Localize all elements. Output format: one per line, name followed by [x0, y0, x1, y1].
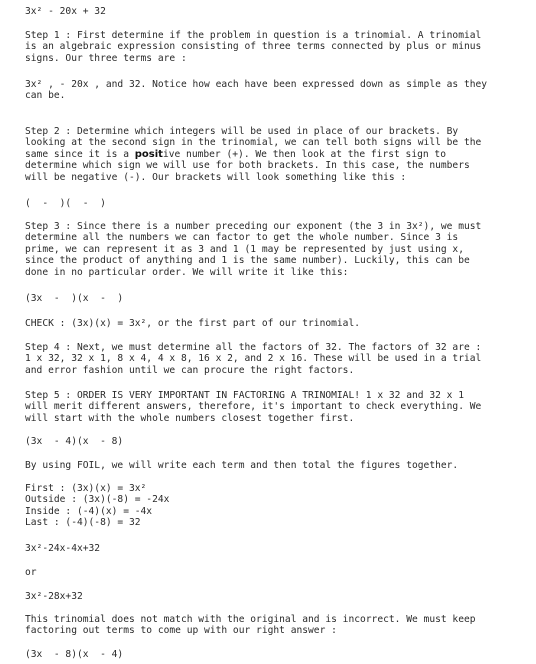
foil-steps: First : (3x)(x) = 3x² Outside : (3x)(-8) = -24x Inside : (-4)(x) = -4x Last : (-4)(-8) = 32: [25, 483, 170, 529]
simplified-expression: 3x²-28x+32: [25, 591, 83, 602]
second-trial-factors: (3x - 8)(x - 4): [25, 649, 124, 660]
step-2-text-b: ive number (+). We then look at the first sign to determine which sign we will use for both brackets. In this case, the numbers will be negative (-). Our brackets will look something like this :: [25, 148, 470, 183]
step-2-paragraph: [25, 126, 533, 183]
step-5-paragraph: Step 5 : ORDER IS VERY IMPORTANT IN FACTORING A TRINOMIAL! 1 x 32 and 32 x 1 will merit different answers, therefore, it's important to check everything. We will start with the whole numbers closest together first.: [25, 390, 482, 424]
trinomial-title: 3x² - 20x + 32: [25, 6, 106, 17]
step-1-paragraph: Step 1 : First determine if the problem in question is a trinomial. A trinomial is an algebraic expression consisting of three terms connected by plus or minus signs. Our three terms are :: [25, 30, 482, 64]
step-4-paragraph: Step 4 : Next, we must determine all the factors of 32. The factors of 32 are : 1 x 32, 32 x 1, 8 x 4, 4 x 8, 16 x 2, and 2 x 16. These will be used in a trial and error fashion until we can procure the right factors.: [25, 342, 482, 376]
first-trial-factors: (3x - 4)(x - 8): [25, 436, 124, 447]
terms-paragraph: 3x² , - 20x , and 32. Notice how each have been expressed down as simple as they can be.: [25, 79, 488, 102]
brackets-template: ( - )( - ): [25, 198, 106, 209]
or-label: or: [25, 567, 37, 578]
step-3-paragraph: Step 3 : Since there is a number preceding our exponent (the 3 in 3x²), we must determine all the numbers we can factor to get the whole number. Since 3 is prime, we can represent it as 3 and 1 (1 may be represented by just using x, since the product of anything and 1 is the same number). Luckily, this can be done in no particular order. We will write it like this:: [25, 221, 482, 278]
handwritten-correction: posit: [134, 148, 163, 160]
check-line: CHECK : (3x)(x) = 3x², or the first part of our trinomial.: [25, 318, 361, 329]
brackets-with-3x: (3x - )(x - ): [25, 293, 124, 304]
step-2-text-a: Step 2 : Determine which integers will be used in place of our brackets. By looking at the second sign in the trinomial, we can tell both signs will be the same since it is a: [25, 126, 482, 160]
foil-intro: By using FOIL, we will write each term and then total the figures together.: [25, 460, 459, 471]
expanded-expression: 3x²-24x-4x+32: [25, 543, 101, 554]
conclusion-paragraph: This trinomial does not match with the original and is incorrect. We must keep factoring out terms to come up with our right answer :: [25, 614, 476, 637]
